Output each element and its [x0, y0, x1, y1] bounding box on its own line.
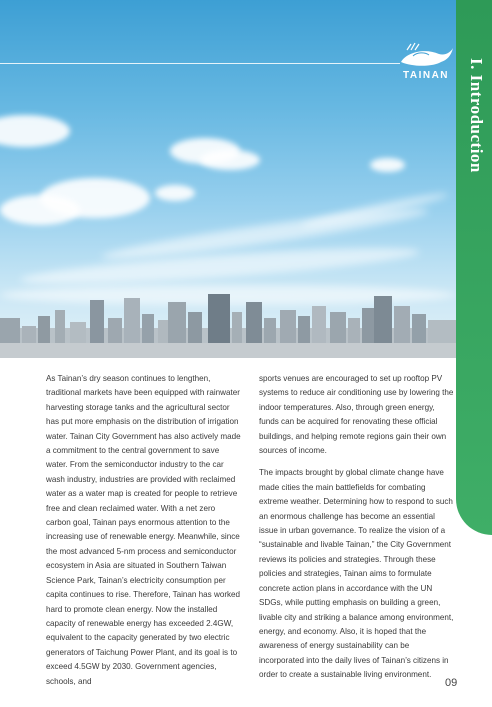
text-column-right	[259, 372, 454, 691]
page-number: 09	[445, 677, 458, 689]
section-tab	[456, 0, 492, 535]
logo-text: TAINAN	[403, 70, 450, 81]
paragraph: As Tainan’s dry season continues to lengthen, traditional markets have been equipped with rainwater harvesting storage tanks and the agricultural sector has put more emphasis on the distribution of irrigation water. Tainan City Government has also actively made a commitment to the central government to save water. From the semiconductor industry to the car wash industry, industries are provided with reclaimed water as a water map is created for people to retrieve free and clean reclaimed water. With a net zero carbon goal, Tainan pays enormous attention to the increasing use of renewable energy. Meanwhile, since the most advanced 5-nm process and semiconductor ecosystem in Asia are situated in Southern Taiwan Science Park, Tainan’s electricity consumption per capita continues to rise. Therefore, Tainan has worked hard to promote clean energy. Now the installed capacity of renewable energy has exceeded 2.4GW, equivalent to the capacity generated by two electric generators of Taichung Power Plant, and its goal is to exceed 4.5GW by 2030. Government agencies, schools, and	[46, 374, 241, 686]
paragraph: sports venues are encouraged to set up rooftop PV systems to reduce air conditioning use by lowering the indoor temperatures. Also, through green energy, funds can be acquired for renovating these official buildings, and helping remote regions gain their own sources of income.	[259, 374, 454, 456]
paragraph: The impacts brought by global climate change have made cities the main battlefields for combating extreme weather. Determining how to respond to such an enormous challenge has become an essential issue in urban governance. To realize the vision of a “sustainable and livable Tainan,” the City Government reviews its policies and strategies. Through these policies and strategies, Tainan aims to formulate concrete action plans in accordance with the UN SDGs, while putting emphasis on building a green, livable city and striking a balance among environment, energy, and economy. Also, it is hoped that the awareness of energy sustainability can be incorporated into the daily lives of Tainan’s citizens in order to create a sustainable living environment.	[259, 468, 454, 680]
header-rule	[0, 63, 400, 64]
text-column-left	[46, 372, 241, 697]
section-title: I. Introduction	[467, 58, 486, 173]
city-skyline	[0, 288, 456, 358]
cover-photo	[0, 0, 456, 358]
